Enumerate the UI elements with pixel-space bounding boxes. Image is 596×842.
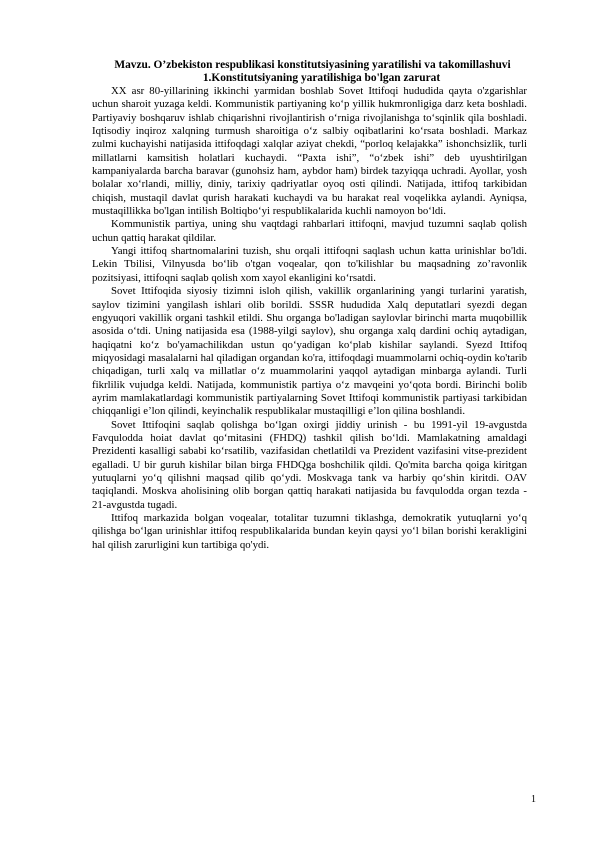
paragraph-3: Yangi ittifoq shartnomalarini tuzish, shu orqali ittifoqni saqlash uchun katta urinishlar bo'ldi. Lekin Tbilisi, Vilnyusda bo‘lib o'tgan voqealar, qon to'kilishlar bu maqsadning zo’ravonlik pozitsiyasi, ittifoqni saqlab qolish xom xayol ekanligini ko‘rsatdi. — [92, 245, 527, 284]
document-title: Mavzu. O’zbekiston respublikasi konstitutsiyasining yaratilishi va takomillashuvi — [114, 59, 511, 71]
paragraph-4: Sovet Ittifoqida siyosiy tizimni isloh qilish, vakillik organlarining yangi turlarini yaratish, saylov tizimini yangilash ishlari olib borildi. SSSR hududida Xalq deputatlari syezdi degan engyuqori vakillik organi tashkil etildi. Shu organga bo'ladigan saylovlar birinchi marta muqobillik asosida o‘tdi. Uning natijasida esa (1988-yilgi saylov), shu organga xalq dardini ochiq aytadigan, haqiqatni ko‘z bo'yamachilikdan ustun qo‘yadigan ko‘plab kishilar saylandi. Syezd Ittifoq miqyosidagi masalalarni hal qiladigan organdan ko'ra, ittifoqdagi muammolarni ochiq-oydin ko'tarib chiqadigan, turli xalq va millatlar o‘z muammolarini yaqqol aytadigan minbarga aylandi. Turli fikrlilik vujudga keldi. Natijada, kommunistik partiya o‘z mavqeini yo‘qota bordi. Birinchi bolib ayrim mamlakatlardagi kommunistik partiyalarning Sovet Ittifoqi kommunistik partiyasi tarkibidan chiqqanligi e’lon qilindi, keyinchalik respublikalar mustaqilligi e’lon qilina boshlandi. — [92, 285, 527, 418]
paragraph-2: Kommunistik partiya, uning shu vaqtdagi rahbarlari ittifoqni, mavjud tuzumni saqlab qolish uchun qattiq harakat qildilar. — [92, 218, 527, 244]
document-page — [92, 59, 527, 552]
page-number: 1 — [531, 794, 536, 805]
paragraph-6: Ittifoq markazida bolgan voqealar, totalitar tuzumni tiklashga, demokratik yutuqlarni yo‘q qilishga bo‘lgan urinishlar ittifoq respublikalarida bundan keyin qaysi yo‘l bilan borishi kerakligini hal qilish zarurligini kun tartibiga qo'ydi. — [92, 512, 527, 551]
paragraph-1: XX asr 80-yillarining ikkinchi yarmidan boshlab Sovet Ittifoqi hududida qayta o'zgarishlar uchun sharoit yuzaga keldi. Kommunistik partiyaning ko‘p yillik hukmronligiga darz keta boshladi. Partiyaviy boshqaruv ishlab chiqarishni rivojlantirish o‘rniga rivojlanishga to‘sqinlik qila boshladi. Iqtisodiy inqiroz xalqning turmush sharoitiga o‘z salbiy oqibatlarini ko‘rsata boshladi. Markaz zulmi kuchayishi natijasida ittifoqdagi xalqlar aziyat chekdi, “porloq kelajakka” ishonchsizlik, turli millatlarni kamsitish holatlari kuchaydi. “Paxta ishi”, “o‘zbek ishi” deb uyushtirilgan kampaniyalarda barcha baravar (gunohsiz ham, aybdor ham) birdek tazyiqqa uchradi. Ayollar, yosh bolalar xo‘rlandi, milliy, diniy, tarixiy qadriyatlar oyoq osti qilindi. Natijada, ittifoq tarkibidan chiqish, mustaqil davlat qurish harakati kuchaydi va bu harakat real voqelikka aylandi. Ayniqsa, mustaqillikka bo'lgan intilish Boltiqbo‘yi respublikalarida kuchli namoyon bo‘ldi. — [92, 85, 527, 218]
paragraph-5: Sovet Ittifoqini saqlab qolishga bo‘lgan oxirgi jiddiy urinish - bu 1991-yil 19-avgustda Favqulodda hoiat davlat qo‘mitasini (FHDQ) tashkil qilish bo‘ldi. Mamlakatning amaldagi Prezidenti kasalligi sababi ko‘rsatilib, vazifasidan chetlatildi va Prezident vazifasini vitse-prezident egalladi. U bir guruh kishilar bilan birga FHDQga boshchilik qildi. Qo'mita barcha qoiga kiritgan yutuqlarni yo‘q qilishni maqsad qilib qo‘ydi. Moskvaga tank va harbiy qo‘shin kiritdi. OAV taqiqlandi. Moskva aholisining olib borgan qattiq harakati natijasida bu favqulodda organ tezda - 21-avgustda tugadi. — [92, 418, 527, 511]
section-heading: 1.Konstitutsiyaning yaratilishiga bo'lgan zarurat — [202, 72, 441, 84]
